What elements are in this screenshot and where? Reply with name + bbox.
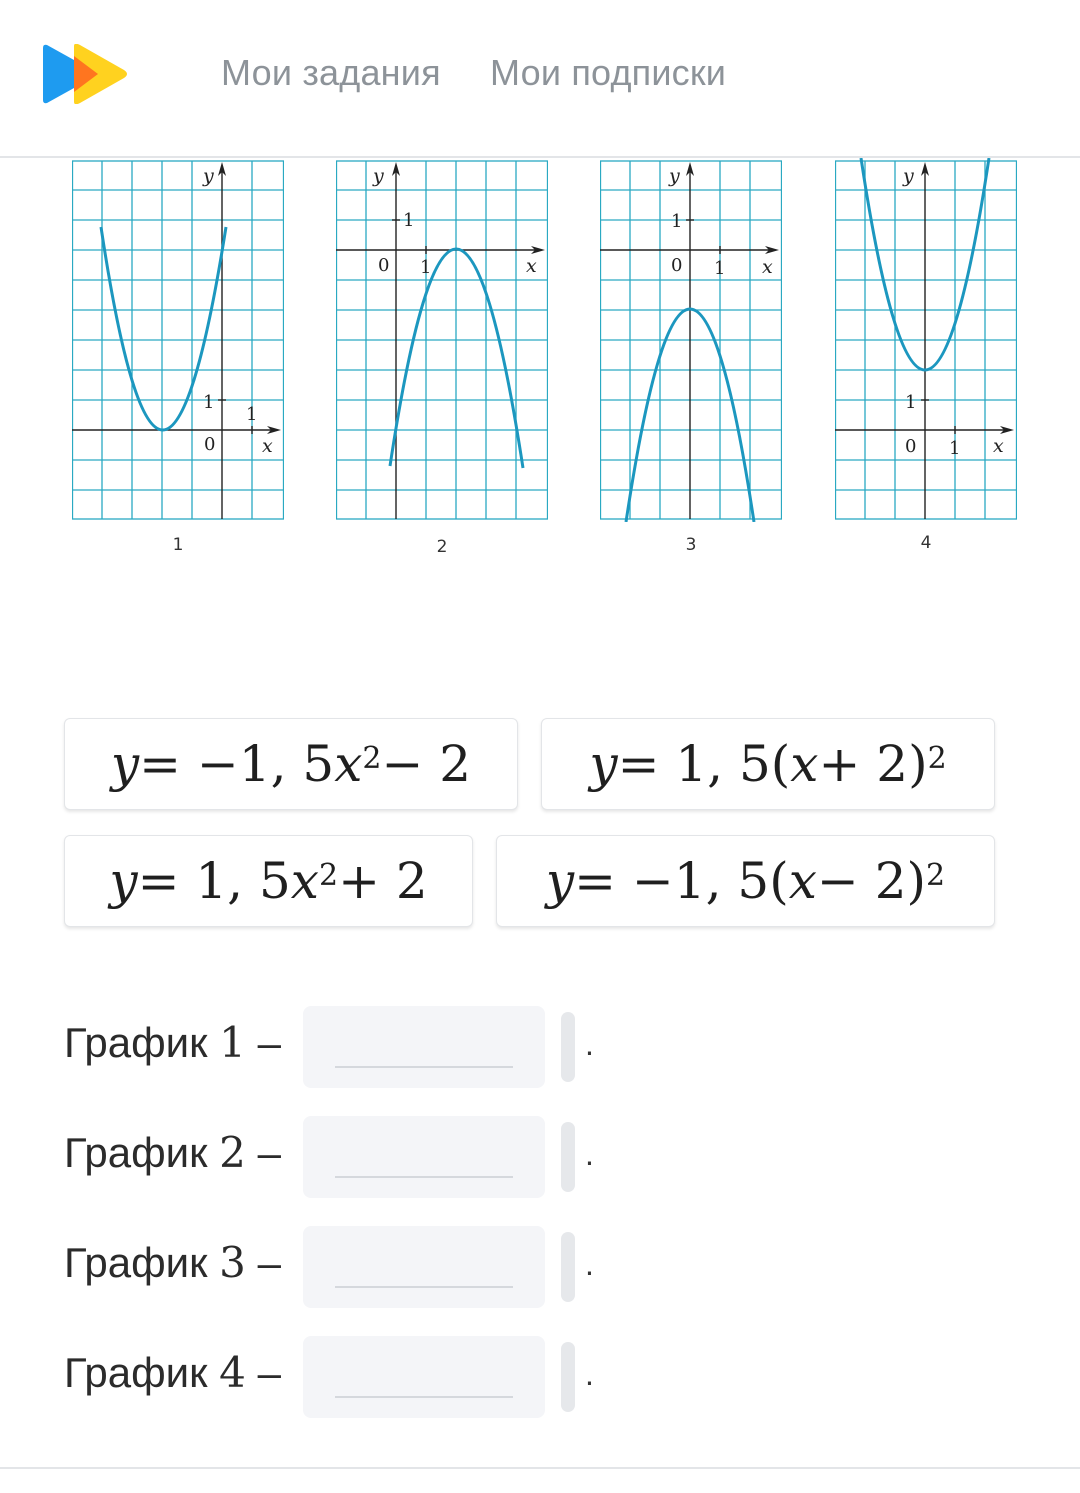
graph-2 bbox=[336, 158, 548, 557]
graph-2-plot bbox=[336, 158, 548, 522]
graph-4-unit-x: 1 bbox=[949, 438, 961, 459]
graph-2-unit-y: 1 bbox=[403, 210, 415, 231]
nav-my-tasks[interactable]: Мои задания bbox=[221, 52, 441, 93]
answer-row-label: График 2 – bbox=[64, 1128, 281, 1177]
answer-drop-zone-4[interactable] bbox=[303, 1336, 545, 1418]
answer-handle-3[interactable] bbox=[561, 1232, 575, 1302]
graph-3-y-label: y bbox=[669, 165, 680, 187]
option-tile-2[interactable]: y = 1, 5( x + 2) $^2$ bbox=[541, 718, 995, 810]
graph-2-origin-label: 0 bbox=[378, 255, 390, 276]
graph-1-grid bbox=[72, 161, 284, 519]
graph-2-grid bbox=[336, 161, 548, 519]
graph-4-unit-y: 1 bbox=[905, 392, 917, 413]
graph-4-origin-label: 0 bbox=[905, 436, 917, 457]
answer-period: . bbox=[585, 1026, 594, 1062]
option-tile-3[interactable]: y = 1, 5 x $^2$ + 2 bbox=[64, 835, 473, 927]
graph-3-unit-y: 1 bbox=[671, 211, 683, 232]
nav-my-subscriptions[interactable]: Мои подписки bbox=[490, 52, 727, 93]
drop-zone-underline bbox=[335, 1066, 513, 1068]
answer-handle-1[interactable] bbox=[561, 1012, 575, 1082]
graph-4 bbox=[835, 158, 1017, 553]
graphs-area bbox=[0, 158, 1080, 578]
graph-1-plot bbox=[72, 158, 284, 522]
graph-3-origin-label: 0 bbox=[671, 255, 683, 276]
graph-3-unit-x: 1 bbox=[714, 258, 726, 279]
graph-3-grid bbox=[600, 161, 782, 519]
option-tile-4[interactable]: y = −1, 5( x − 2) $^2$ bbox=[496, 835, 995, 927]
graph-3-plot bbox=[600, 158, 782, 522]
graph-3-x-label: x bbox=[762, 256, 773, 278]
answer-period: . bbox=[585, 1246, 594, 1282]
graph-4-plot bbox=[835, 158, 1017, 522]
bottom-divider bbox=[0, 1467, 1080, 1469]
graph-1-x-label: x bbox=[262, 435, 273, 457]
graph-1-origin-label: 0 bbox=[204, 434, 216, 455]
answer-handle-4[interactable] bbox=[561, 1342, 575, 1412]
graph-1-unit-x: 1 bbox=[246, 404, 258, 425]
graph-1 bbox=[72, 158, 284, 555]
graph-2-caption: 2 bbox=[436, 537, 448, 557]
drop-zone-underline bbox=[335, 1286, 513, 1288]
graph-4-caption: 4 bbox=[920, 533, 932, 553]
graph-2-unit-x: 1 bbox=[420, 257, 432, 278]
graph-3 bbox=[600, 158, 782, 555]
answer-period: . bbox=[585, 1136, 594, 1172]
graph-3-caption: 3 bbox=[685, 535, 697, 555]
answer-row-label: График 3 – bbox=[64, 1238, 281, 1287]
graph-4-x-label: x bbox=[993, 435, 1004, 457]
answer-row-label: График 1 – bbox=[64, 1018, 281, 1067]
graph-1-unit-y: 1 bbox=[203, 392, 215, 413]
answer-drop-zone-3[interactable] bbox=[303, 1226, 545, 1308]
drop-zone-underline bbox=[335, 1396, 513, 1398]
graph-4-grid bbox=[835, 161, 1017, 519]
answer-period: . bbox=[585, 1356, 594, 1392]
answer-row-label: График 4 – bbox=[64, 1348, 281, 1397]
drop-zone-underline bbox=[335, 1176, 513, 1178]
header bbox=[0, 0, 1080, 158]
graph-4-y-label: y bbox=[903, 165, 914, 187]
graph-1-caption: 1 bbox=[172, 535, 184, 555]
graph-2-y-label: y bbox=[373, 165, 384, 187]
answer-handle-2[interactable] bbox=[561, 1122, 575, 1192]
logo-icon[interactable] bbox=[40, 44, 128, 104]
graph-2-x-label: x bbox=[526, 255, 537, 277]
answer-drop-zone-1[interactable] bbox=[303, 1006, 545, 1088]
graph-1-y-label: y bbox=[203, 165, 214, 187]
answer-drop-zone-2[interactable] bbox=[303, 1116, 545, 1198]
option-tile-1[interactable]: y = −1, 5 x $^2$ − 2 bbox=[64, 718, 518, 810]
